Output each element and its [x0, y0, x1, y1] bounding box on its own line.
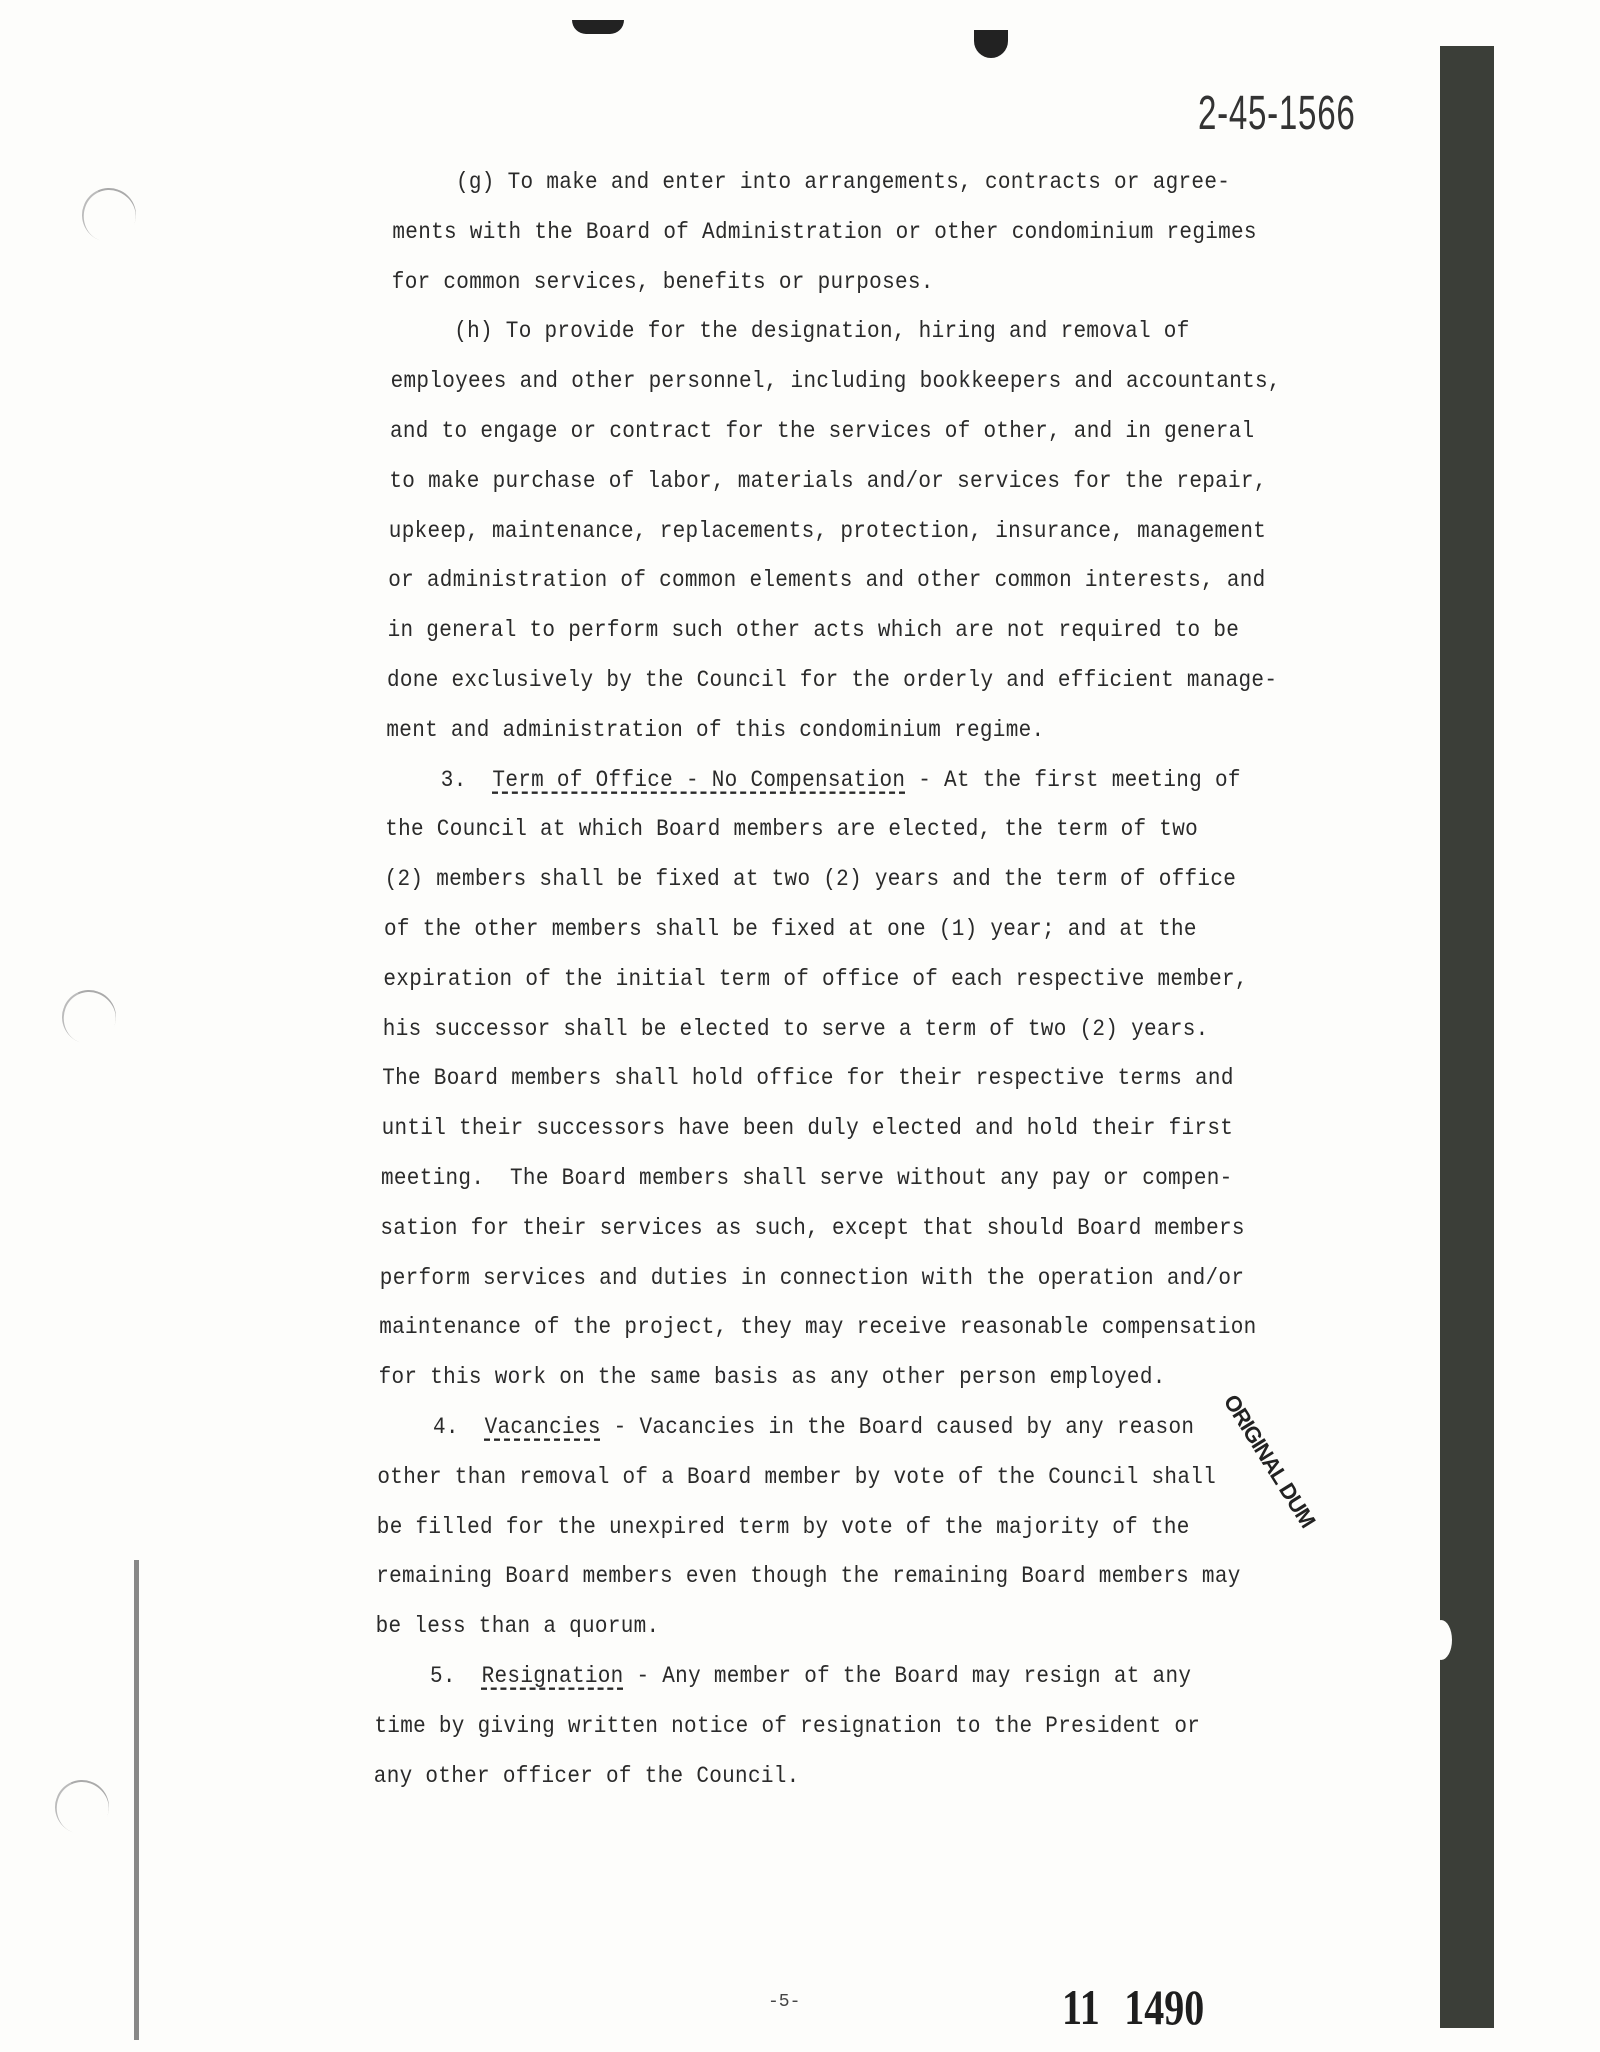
section-number: 3.: [440, 767, 467, 794]
document-line: in general to perform such other acts which are not required to be: [387, 618, 1240, 644]
document-line: or administration of common elements and other common interests, and: [388, 568, 1266, 595]
document-line: upkeep, maintenance, replacements, protection, insurance, management: [388, 518, 1267, 545]
document-line: expiration of the initial term of office of each respective member,: [383, 966, 1248, 993]
document-line: other than removal of a Board member by vote of the Council shall: [377, 1464, 1217, 1491]
punch-hole-mark: [47, 1772, 116, 1841]
punch-hole-mark: [54, 982, 123, 1051]
section-heading: Resignation: [481, 1664, 624, 1690]
punch-hole-mark: [74, 180, 143, 249]
document-number: 2-45-1566: [1198, 85, 1356, 140]
document-line: the Council at which Board members are elected, the term of two: [385, 817, 1199, 844]
document-line: be less than a quorum.: [375, 1614, 660, 1640]
section-heading: Term of Office - No Compensation: [492, 767, 906, 794]
document-line: his successor shall be elected to serve a term of two (2) years.: [382, 1016, 1209, 1043]
line-text: - Any member of the Board may resign at any: [623, 1664, 1192, 1690]
binder-notch: [1430, 1620, 1452, 1660]
document-line: time by giving written notice of resignation to the President or: [374, 1713, 1201, 1740]
document-line: until their successors have been duly elected and hold their first: [381, 1116, 1234, 1142]
document-line: employees and other personnel, including bookkeepers and accountants,: [390, 369, 1281, 395]
document-line: (g) To make and enter into arrangements, contracts or agree-: [456, 170, 1231, 196]
document-line: meeting. The Board members shall serve without any pay or compen-: [381, 1166, 1233, 1192]
document-line: sation for their services as such, except that should Board members: [380, 1215, 1245, 1242]
page-number: -5-: [768, 1992, 801, 2012]
document-line: ments with the Board of Administration or other condominium regimes: [392, 219, 1257, 246]
document-line: The Board members shall hold office for their respective terms and: [382, 1066, 1234, 1093]
document-line: any other officer of the Council.: [373, 1763, 800, 1790]
original-stamp: ORIGINAL DUM: [1218, 1390, 1321, 1532]
document-line: ment and administration of this condominium regime.: [386, 717, 1045, 744]
document-line: for this work on the same basis as any other person employed.: [378, 1365, 1166, 1391]
document-line: [441, 768, 1241, 794]
line-text: - Vacancies in the Board caused by any reason: [600, 1415, 1195, 1441]
document-line: done exclusively by the Council for the orderly and efficient manage-: [387, 668, 1278, 694]
document-line: maintenance of the project, they may receive reasonable compensation: [379, 1315, 1257, 1342]
book-page-reference: 11 1490: [1062, 1979, 1205, 2035]
scan-blot: [974, 30, 1008, 58]
document-line: and to engage or contract for the services of other, and in general: [390, 419, 1255, 445]
scan-blot: [572, 20, 624, 34]
document-line: be filled for the unexpired term by vote of the majority of the: [376, 1514, 1190, 1541]
document-line: (h) To provide for the designation, hiring and removal of: [454, 319, 1190, 346]
scan-left-edge: [134, 1560, 139, 2040]
document-line: (2) members shall be fixed at two (2) years and the term of office: [384, 867, 1237, 893]
document-line: for common services, benefits or purposes.: [391, 269, 934, 296]
document-line: perform services and duties in connection with the operation and/or: [379, 1265, 1245, 1292]
document-line: [430, 1664, 1191, 1690]
section-number: 4.: [433, 1415, 459, 1441]
document-line: remaining Board members even though the remaining Board members may: [376, 1564, 1241, 1591]
document-line: to make purchase of labor, materials and/or services for the repair,: [389, 468, 1267, 495]
document-line: of the other members shall be fixed at one (1) year; and at the: [384, 917, 1197, 943]
binder-edge: [1440, 46, 1494, 2028]
section-heading: Vacancies: [484, 1415, 601, 1441]
document-line: [433, 1415, 1194, 1441]
line-text: - At the first meeting of: [905, 767, 1241, 794]
section-number: 5.: [430, 1664, 456, 1690]
